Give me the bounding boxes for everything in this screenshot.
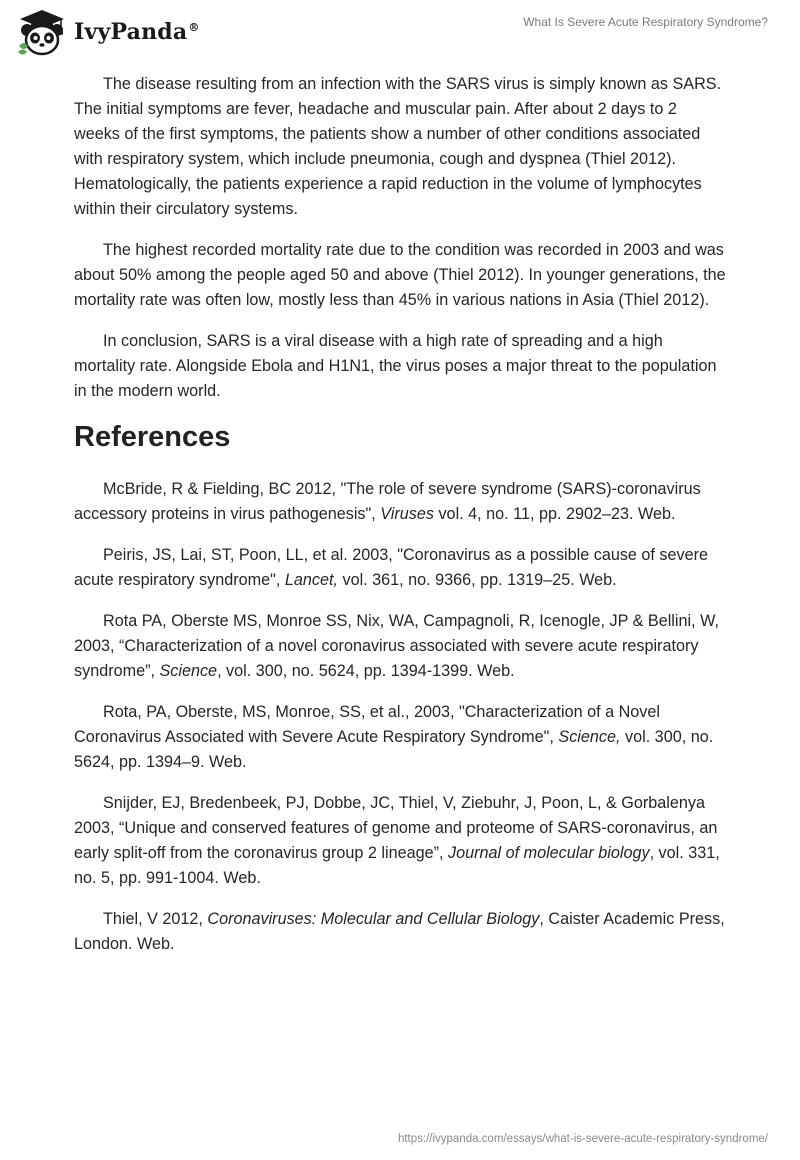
- body-paragraph: In conclusion, SARS is a viral disease with a high rate of spreading and a high mortality rate. Alongside Ebola and H1N1, the virus poses a major threat to the population in the modern world.: [74, 332, 717, 400]
- essay-content: [74, 72, 726, 973]
- reference-item: Thiel, V 2012, Coronaviruses: Molecular and Cellular Biology, Caister Academic Press, London. Web.: [74, 910, 725, 953]
- reference-item: Rota PA, Oberste MS, Monroe SS, Nix, WA, Campagnoli, R, Icenogle, JP & Bellini, W, 2003, “Characterization of a novel coronavirus associated with severe acute respiratory syndrome”, Science, vol. 300, no. 5624, pp. 1394-1399. Web.: [74, 612, 719, 680]
- reference-item: Rota, PA, Oberste, MS, Monroe, SS, et al., 2003, "Characterization of a Novel Coronavirus Associated with Severe Acute Respiratory Syndrome", Science, vol. 300, no. 5624, pp. 1394–9. Web.: [74, 703, 714, 771]
- body-paragraph: The disease resulting from an infection with the SARS virus is simply known as SARS. The initial symptoms are fever, headache and muscular pain. After about 2 days to 2 weeks of the first symptoms, the patients show a number of other conditions associated with respiratory system, which include pneumonia, cough and dyspnea (Thiel 2012). Hematologically, the patients experience a rapid reduction in the volume of lymphocytes within their circulatory systems.: [74, 75, 722, 218]
- brand-name: IvyPanda®: [74, 19, 200, 45]
- page-header: [0, 0, 800, 60]
- references-heading: References: [74, 421, 231, 453]
- document-title: What Is Severe Acute Respiratory Syndrome?: [523, 15, 768, 29]
- body-paragraph: The highest recorded mortality rate due to the condition was recorded in 2003 and was about 50% among the people aged 50 and above (Thiel 2012). In younger generations, the mortality rate was often low, mostly less than 45% in various nations in Asia (Thiel 2012).: [74, 241, 726, 309]
- ivypanda-logo[interactable]: [16, 8, 200, 56]
- source-url[interactable]: https://ivypanda.com/essays/what-is-severe-acute-respiratory-syndrome/: [397, 1133, 768, 1145]
- reference-item: Peiris, JS, Lai, ST, Poon, LL, et al. 2003, "Coronavirus as a possible cause of severe acute respiratory syndrome", Lancet, vol. 361, no. 9366, pp. 1319–25. Web.: [74, 546, 709, 589]
- panda-graduate-icon: [16, 8, 68, 56]
- reference-item: Snijder, EJ, Bredenbeek, PJ, Dobbe, JC, Thiel, V, Ziebuhr, J, Poon, L, & Gorbalenya 2003, “Unique and conserved features of genome and proteome of SARS-coronavirus, an early split-off from the coronavirus group 2 lineage”, Journal of molecular biology, vol. 331, no. 5, pp. 991-1004. Web.: [74, 794, 720, 887]
- reference-item: McBride, R & Fielding, BC 2012, "The role of severe syndrome (SARS)-coronavirus accessory proteins in virus pathogenesis", Viruses vol. 4, no. 11, pp. 2902–23. Web.: [74, 480, 701, 523]
